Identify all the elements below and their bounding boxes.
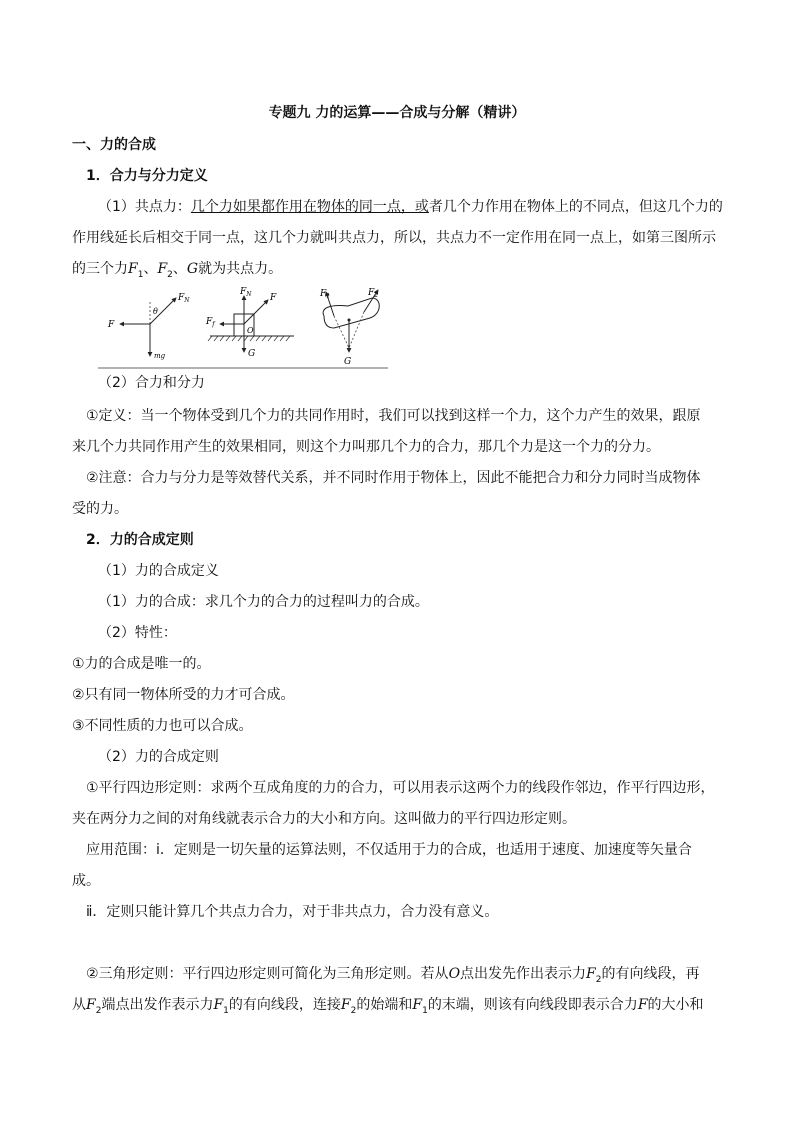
text-run: 、 [172, 261, 187, 277]
label-o: O [247, 326, 254, 335]
subscript: 1 [422, 1005, 428, 1016]
label-f2: F [270, 293, 277, 303]
arrow-applied-force [244, 300, 268, 324]
var-f: F [340, 997, 351, 1013]
paragraph-triangle-rule [86, 964, 746, 984]
label-mg: mg [154, 352, 166, 360]
list-item: ③不同性质的力也可以合成。 [72, 718, 253, 734]
var-f: F [157, 261, 168, 277]
paragraph-parallelogram-rule: ①平行四边形定则：求两个互成角度的力的合力，可以用表示这两个力的线段作邻边，作平行四边形， [86, 780, 715, 796]
paragraph-line: （2）特性： [98, 625, 177, 641]
var-g: G [186, 261, 199, 277]
label-fn2: $F_N$ [240, 287, 252, 298]
dashed-extension-f1 [334, 316, 349, 348]
paragraph-line: 作用线延长后相交于同一点，这几个力就叫共点力，所以，共点力不一定作用在同一点上，如第三图所示 [72, 230, 716, 246]
label-g2: G [248, 349, 256, 359]
text-run: ②三角形定则：平行四边形定则可简化为三角形定则。若从 [86, 966, 449, 982]
subscript: 2 [595, 974, 602, 985]
section-heading-composition: 一、力的合成 [72, 137, 156, 153]
dashed-extension-f2 [349, 312, 364, 348]
var-o: O [448, 966, 461, 982]
var-f: F [86, 997, 96, 1013]
diagram-beam-suspended [319, 288, 379, 367]
diagram-rope-pull [107, 293, 190, 360]
text-run: 从 [72, 997, 86, 1013]
ground-hatching [208, 336, 290, 341]
text-run: 的末端，则该有向线段即表示合力 [427, 997, 638, 1013]
center-of-gravity-dot [348, 319, 351, 322]
paragraph-concurrent-forces [98, 197, 758, 217]
paragraph-definition: ①定义：当一个物体受到几个力的共同作用时，我们可以找到这样一个力，这个力产生的效果，跟原 [86, 408, 701, 424]
force-diagrams-figure [98, 286, 388, 370]
text-run: 的三个力 [72, 261, 128, 277]
subheading-definition: 1．合力与分力定义 [86, 168, 208, 184]
var-f: F [213, 997, 224, 1013]
subscript: 1 [137, 269, 144, 280]
paragraph-line: 受的力。 [72, 501, 128, 517]
subscript: 1 [223, 1005, 229, 1016]
beam-shape [323, 298, 379, 328]
list-item: ①力的合成是唯一的。 [72, 656, 211, 672]
label-f1: $F_1$ [320, 289, 331, 300]
paragraph-line: 成。 [72, 873, 100, 889]
label-g3: G [344, 357, 352, 367]
text-run: 的有向线段，连接 [228, 997, 341, 1013]
text-run: 的始端和 [356, 997, 413, 1013]
page-title: 专题九 力的运算——合成与分解（精讲） [268, 105, 526, 121]
subscript: 2 [167, 269, 173, 280]
paragraph-rest: 者几个力作用在物体上的不同点，但这几个力的 [428, 199, 723, 215]
paragraph-scope: 应用范围：ⅰ．定则是一切矢量的运算法则，不仅适用于力的合成，也适用于速度、加速度等矢量合 [86, 842, 692, 858]
var-f: F [412, 997, 423, 1013]
paragraph-line [72, 259, 732, 279]
text-run: 端点出发作表示力 [101, 997, 214, 1013]
subheading-resultant-component: （2）合力和分力 [98, 375, 205, 391]
paragraph-line: （2）力的合成定则 [98, 749, 219, 765]
paragraph-line: 来几个力共同作用产生的效果相同，则这个力叫那几个力的合力，那几个力是这一个力的分力。 [72, 439, 660, 455]
text-run: 的大小和 [647, 997, 704, 1013]
paragraph-line: （1）力的合成：求几个力的合力的过程叫力的合成。 [98, 594, 429, 610]
label-f: F [108, 320, 115, 330]
paragraph-line: 夹在两分力之间的对角线就表示合力的大小和方向。这叫做力的平行四边形定则。 [72, 811, 576, 827]
var-f: F [586, 966, 596, 982]
list-item: ②只有同一物体所受的力才可合成。 [72, 687, 295, 703]
paragraph-line: ⅱ．定则只能计算几个共点力合力，对于非共点力，合力没有意义。 [86, 904, 499, 920]
paragraph-prefix: （1）共点力： [98, 199, 191, 215]
subheading-composition-rules: 2．力的合成定则 [86, 532, 194, 548]
text-run: 、 [143, 261, 158, 277]
label-ff: $F_f$ [206, 317, 215, 328]
text-run: 的有向线段，再 [601, 966, 700, 982]
var-f: F [128, 261, 138, 277]
var-f: F [637, 997, 648, 1013]
paragraph-note: ②注意：合力与分力是等效替代关系，并不同时作用于物体上，因此不能把合力和分力同时当成物体 [86, 470, 701, 486]
label-theta: θ [153, 307, 158, 316]
text-run: 点出发先作出表示力 [460, 966, 587, 982]
paragraph-line [72, 995, 732, 1015]
diagram-block-on-surface [205, 287, 294, 359]
subscript: 2 [95, 1005, 102, 1016]
underlined-text: 几个力如果都作用在物体的同一点，或 [190, 199, 429, 215]
label-f2b: $F_2$ [368, 288, 379, 299]
text-run: 就为共点力。 [198, 261, 283, 277]
label-fn: $F_N$ [178, 293, 190, 304]
subscript: 2 [350, 1005, 357, 1016]
paragraph-line: （1）力的合成定义 [98, 563, 219, 579]
